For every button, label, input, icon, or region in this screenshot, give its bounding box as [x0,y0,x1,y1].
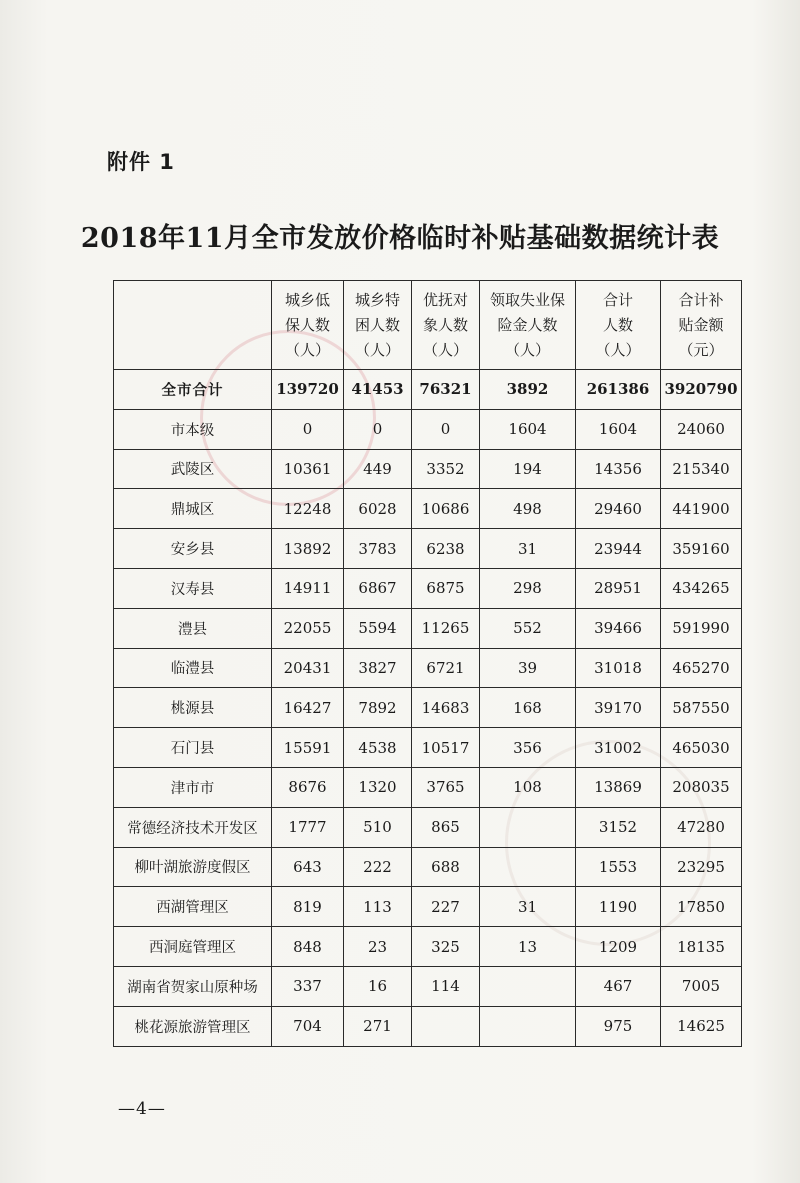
value-cell: 819 [272,887,344,927]
value-cell: 16427 [272,688,344,728]
region-cell: 安乡县 [114,529,272,569]
value-cell: 325 [412,927,480,967]
value-cell: 6721 [412,648,480,688]
value-cell: 13892 [272,529,344,569]
value-cell: 643 [272,847,344,887]
value-cell: 441900 [661,489,742,529]
value-cell: 7005 [661,966,742,1006]
table-row [114,807,742,847]
value-cell: 114 [412,966,480,1006]
value-cell: 14625 [661,1006,742,1046]
header-line: 险金人数 [497,315,558,334]
value-cell [480,847,576,887]
value-cell: 356 [480,728,576,768]
value-cell: 1553 [576,847,661,887]
value-cell: 39 [480,648,576,688]
header-line: 困人数 [354,315,400,334]
value-cell: 10686 [412,489,480,529]
table-row [114,1006,742,1046]
value-cell: 1604 [480,409,576,449]
header-line: 象人数 [422,315,468,334]
header-line: （人） [595,340,641,359]
table-row [114,608,742,648]
region-cell: 石门县 [114,728,272,768]
value-cell: 108 [480,767,576,807]
value-cell: 39466 [576,608,661,648]
value-cell: 23295 [661,847,742,887]
table-row [114,688,742,728]
value-cell: 704 [272,1006,344,1046]
value-cell: 10361 [272,449,344,489]
value-cell: 14356 [576,449,661,489]
value-cell: 587550 [661,688,742,728]
table-row [114,648,742,688]
value-cell: 139720 [272,370,344,410]
value-cell: 467 [576,966,661,1006]
table-row [114,489,742,529]
value-cell: 13869 [576,767,661,807]
value-cell: 31 [480,887,576,927]
region-cell: 市本级 [114,409,272,449]
table-row [114,568,742,608]
value-cell: 359160 [661,529,742,569]
value-cell: 3827 [344,648,412,688]
value-cell: 1209 [576,927,661,967]
value-cell [412,1006,480,1046]
region-cell: 汉寿县 [114,568,272,608]
table-row [114,409,742,449]
value-cell: 271 [344,1006,412,1046]
value-cell: 3765 [412,767,480,807]
header-special-care [412,281,480,370]
value-cell: 465270 [661,648,742,688]
value-cell: 41453 [344,370,412,410]
table-row [114,966,742,1006]
value-cell [480,807,576,847]
table-row [114,449,742,489]
value-cell: 3352 [412,449,480,489]
value-cell: 591990 [661,608,742,648]
value-cell: 18135 [661,927,742,967]
value-cell: 208035 [661,767,742,807]
table-header-row [114,281,742,370]
value-cell: 194 [480,449,576,489]
header-line: 合计补 [678,290,724,309]
header-line: （元） [678,340,724,359]
table-row [114,767,742,807]
value-cell: 31018 [576,648,661,688]
header-line: 城乡特 [354,290,400,309]
value-cell: 15591 [272,728,344,768]
value-cell: 3783 [344,529,412,569]
region-cell: 湖南省贺家山原种场 [114,966,272,1006]
value-cell: 23944 [576,529,661,569]
header-line: 保人数 [284,315,330,334]
value-cell: 434265 [661,568,742,608]
table-row [114,847,742,887]
value-cell: 465030 [661,728,742,768]
value-cell: 975 [576,1006,661,1046]
value-cell: 3920790 [661,370,742,410]
value-cell: 29460 [576,489,661,529]
header-total-amount [661,281,742,370]
region-cell: 澧县 [114,608,272,648]
value-cell: 17850 [661,887,742,927]
table-row [114,728,742,768]
value-cell: 0 [272,409,344,449]
value-cell: 510 [344,807,412,847]
value-cell: 1190 [576,887,661,927]
header-corner-cell [114,281,272,370]
value-cell: 0 [412,409,480,449]
value-cell: 13 [480,927,576,967]
region-cell: 津市市 [114,767,272,807]
value-cell: 14683 [412,688,480,728]
header-line: （人） [354,340,400,359]
value-cell [480,966,576,1006]
value-cell: 215340 [661,449,742,489]
value-cell: 449 [344,449,412,489]
header-unemployment [480,281,576,370]
value-cell: 14911 [272,568,344,608]
header-line: 城乡低 [284,290,330,309]
value-cell: 688 [412,847,480,887]
value-cell: 31002 [576,728,661,768]
value-cell: 3152 [576,807,661,847]
header-extreme-poverty [344,281,412,370]
region-cell: 西洞庭管理区 [114,927,272,967]
value-cell: 6875 [412,568,480,608]
value-cell: 1604 [576,409,661,449]
region-cell: 桃源县 [114,688,272,728]
header-line: 领取失业保 [489,290,565,309]
region-cell: 鼎城区 [114,489,272,529]
value-cell: 23 [344,927,412,967]
value-cell: 12248 [272,489,344,529]
region-cell: 临澧县 [114,648,272,688]
value-cell: 4538 [344,728,412,768]
value-cell: 28951 [576,568,661,608]
value-cell [480,1006,576,1046]
value-cell: 337 [272,966,344,1006]
table-row [114,529,742,569]
region-cell: 常德经济技术开发区 [114,807,272,847]
region-cell: 武陵区 [114,449,272,489]
header-line: 人数 [602,315,633,334]
region-cell: 全市合计 [114,370,272,410]
value-cell: 498 [480,489,576,529]
header-low-income [272,281,344,370]
value-cell: 20431 [272,648,344,688]
header-line: 优抚对 [422,290,468,309]
value-cell: 1320 [344,767,412,807]
attachment-label: 附件 1 [107,150,175,174]
table-row [114,927,742,967]
value-cell: 6867 [344,568,412,608]
value-cell: 6238 [412,529,480,569]
region-cell: 柳叶湖旅游度假区 [114,847,272,887]
value-cell: 227 [412,887,480,927]
value-cell: 31 [480,529,576,569]
value-cell: 11265 [412,608,480,648]
header-line: 合计 [602,290,633,309]
value-cell: 24060 [661,409,742,449]
value-cell: 298 [480,568,576,608]
value-cell: 39170 [576,688,661,728]
value-cell: 261386 [576,370,661,410]
value-cell: 16 [344,966,412,1006]
statistics-table [113,280,742,1047]
table-row [114,887,742,927]
header-line: （人） [504,340,550,359]
value-cell: 76321 [412,370,480,410]
value-cell: 168 [480,688,576,728]
value-cell: 5594 [344,608,412,648]
page-title: 2018年11月全市发放价格临时补贴基础数据统计表 [80,223,720,254]
region-cell: 桃花源旅游管理区 [114,1006,272,1046]
header-total-people [576,281,661,370]
value-cell: 3892 [480,370,576,410]
value-cell: 7892 [344,688,412,728]
region-cell: 西湖管理区 [114,887,272,927]
value-cell: 848 [272,927,344,967]
value-cell: 0 [344,409,412,449]
value-cell: 10517 [412,728,480,768]
value-cell: 1777 [272,807,344,847]
value-cell: 552 [480,608,576,648]
value-cell: 113 [344,887,412,927]
value-cell: 47280 [661,807,742,847]
value-cell: 865 [412,807,480,847]
header-line: （人） [422,340,468,359]
header-line: （人） [284,340,330,359]
page-number: —4— [118,1099,166,1119]
value-cell: 22055 [272,608,344,648]
value-cell: 8676 [272,767,344,807]
value-cell: 6028 [344,489,412,529]
header-line: 贴金额 [678,315,724,334]
table-row-total [114,370,742,410]
value-cell: 222 [344,847,412,887]
